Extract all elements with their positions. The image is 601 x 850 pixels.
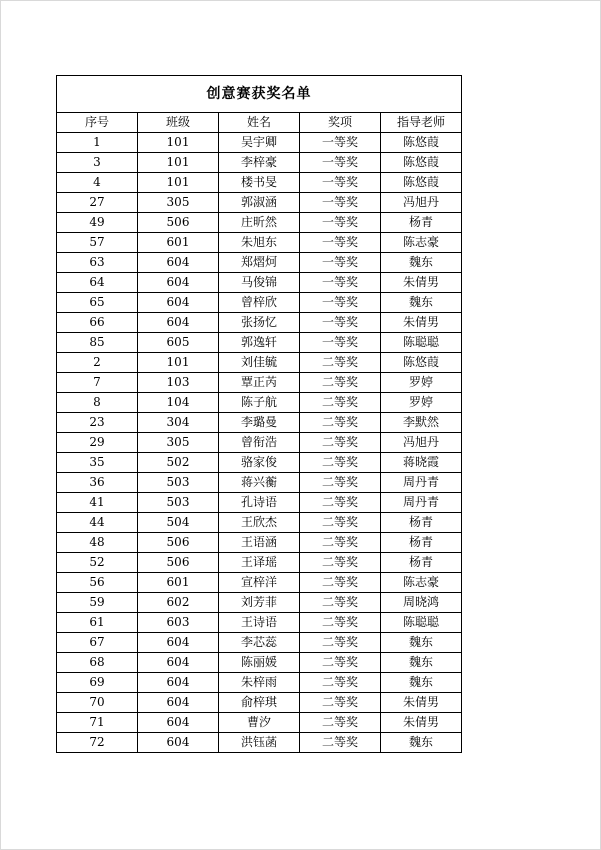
- cell-serial: 2: [57, 353, 138, 373]
- cell-award: 二等奖: [300, 593, 381, 613]
- cell-serial: 35: [57, 453, 138, 473]
- cell-teacher: 周晓鸿: [381, 593, 462, 613]
- header-cell-award: 奖项: [300, 113, 381, 133]
- cell-name: 张扬忆: [219, 313, 300, 333]
- cell-award: 二等奖: [300, 693, 381, 713]
- table-row: [57, 553, 462, 573]
- title-row: [57, 76, 462, 113]
- cell-award: 一等奖: [300, 273, 381, 293]
- cell-teacher: 罗婷: [381, 393, 462, 413]
- cell-name: 曹汐: [219, 713, 300, 733]
- cell-teacher: 陈聪聪: [381, 333, 462, 353]
- cell-serial: 8: [57, 393, 138, 413]
- table-row: [57, 613, 462, 633]
- table-row: [57, 153, 462, 173]
- cell-award: 二等奖: [300, 353, 381, 373]
- cell-class: 604: [138, 313, 219, 333]
- cell-class: 101: [138, 133, 219, 153]
- cell-class: 503: [138, 493, 219, 513]
- cell-name: 郭逸轩: [219, 333, 300, 353]
- cell-teacher: 魏东: [381, 293, 462, 313]
- award-table: [56, 75, 462, 753]
- cell-serial: 63: [57, 253, 138, 273]
- cell-award: 二等奖: [300, 613, 381, 633]
- table-row: [57, 373, 462, 393]
- table-row: [57, 293, 462, 313]
- cell-serial: 57: [57, 233, 138, 253]
- cell-serial: 48: [57, 533, 138, 553]
- cell-teacher: 陈聪聪: [381, 613, 462, 633]
- cell-serial: 44: [57, 513, 138, 533]
- cell-name: 洪钰菡: [219, 733, 300, 753]
- cell-serial: 68: [57, 653, 138, 673]
- table-row: [57, 133, 462, 153]
- cell-name: 马俊锦: [219, 273, 300, 293]
- cell-class: 604: [138, 293, 219, 313]
- table-row: [57, 593, 462, 613]
- table-row: [57, 333, 462, 353]
- cell-teacher: 陈悠葭: [381, 153, 462, 173]
- table-row: [57, 193, 462, 213]
- header-cell-serial: 序号: [57, 113, 138, 133]
- cell-teacher: 冯旭丹: [381, 433, 462, 453]
- cell-class: 604: [138, 633, 219, 653]
- cell-teacher: 周丹青: [381, 493, 462, 513]
- table-body: [57, 133, 462, 753]
- table-row: [57, 473, 462, 493]
- cell-class: 604: [138, 713, 219, 733]
- cell-award: 一等奖: [300, 193, 381, 213]
- cell-class: 305: [138, 193, 219, 213]
- award-list-sheet: [56, 75, 461, 753]
- cell-teacher: 冯旭丹: [381, 193, 462, 213]
- cell-award: 二等奖: [300, 553, 381, 573]
- cell-serial: 71: [57, 713, 138, 733]
- cell-award: 二等奖: [300, 673, 381, 693]
- cell-name: 王欣杰: [219, 513, 300, 533]
- cell-award: 二等奖: [300, 413, 381, 433]
- cell-award: 一等奖: [300, 333, 381, 353]
- cell-teacher: 杨青: [381, 513, 462, 533]
- table-row: [57, 513, 462, 533]
- cell-name: 刘佳毓: [219, 353, 300, 373]
- cell-name: 庄昕然: [219, 213, 300, 233]
- cell-name: 郑熠炣: [219, 253, 300, 273]
- cell-name: 陈丽媛: [219, 653, 300, 673]
- cell-class: 506: [138, 533, 219, 553]
- cell-teacher: 陈志豪: [381, 233, 462, 253]
- cell-teacher: 魏东: [381, 633, 462, 653]
- cell-award: 二等奖: [300, 433, 381, 453]
- cell-serial: 1: [57, 133, 138, 153]
- cell-name: 王语涵: [219, 533, 300, 553]
- cell-class: 601: [138, 233, 219, 253]
- cell-teacher: 魏东: [381, 253, 462, 273]
- cell-teacher: 陈悠葭: [381, 353, 462, 373]
- table-row: [57, 633, 462, 653]
- cell-name: 王译瑶: [219, 553, 300, 573]
- cell-class: 304: [138, 413, 219, 433]
- cell-serial: 7: [57, 373, 138, 393]
- cell-name: 刘芳菲: [219, 593, 300, 613]
- cell-award: 二等奖: [300, 713, 381, 733]
- cell-serial: 3: [57, 153, 138, 173]
- table-row: [57, 353, 462, 373]
- cell-teacher: 杨青: [381, 553, 462, 573]
- cell-serial: 49: [57, 213, 138, 233]
- table-row: [57, 253, 462, 273]
- cell-serial: 23: [57, 413, 138, 433]
- cell-name: 覃正芮: [219, 373, 300, 393]
- cell-teacher: 陈悠葭: [381, 133, 462, 153]
- cell-award: 二等奖: [300, 473, 381, 493]
- cell-teacher: 杨青: [381, 213, 462, 233]
- cell-serial: 4: [57, 173, 138, 193]
- cell-name: 宣梓洋: [219, 573, 300, 593]
- table-row: [57, 413, 462, 433]
- cell-class: 101: [138, 153, 219, 173]
- cell-teacher: 朱倩男: [381, 273, 462, 293]
- cell-teacher: 蒋晓霞: [381, 453, 462, 473]
- table-row: [57, 693, 462, 713]
- cell-award: 一等奖: [300, 133, 381, 153]
- cell-teacher: 周丹青: [381, 473, 462, 493]
- cell-name: 王诗语: [219, 613, 300, 633]
- cell-class: 602: [138, 593, 219, 613]
- cell-teacher: 李默然: [381, 413, 462, 433]
- cell-class: 604: [138, 733, 219, 753]
- header-cell-teacher: 指导老师: [381, 113, 462, 133]
- cell-teacher: 朱倩男: [381, 713, 462, 733]
- cell-teacher: 朱倩男: [381, 313, 462, 333]
- cell-award: 二等奖: [300, 633, 381, 653]
- cell-class: 101: [138, 173, 219, 193]
- cell-class: 305: [138, 433, 219, 453]
- cell-award: 一等奖: [300, 173, 381, 193]
- cell-teacher: 杨青: [381, 533, 462, 553]
- cell-name: 骆家俊: [219, 453, 300, 473]
- cell-serial: 85: [57, 333, 138, 353]
- cell-class: 506: [138, 213, 219, 233]
- table-row: [57, 313, 462, 333]
- cell-class: 503: [138, 473, 219, 493]
- cell-name: 李芯蕊: [219, 633, 300, 653]
- cell-class: 506: [138, 553, 219, 573]
- cell-serial: 52: [57, 553, 138, 573]
- cell-serial: 59: [57, 593, 138, 613]
- cell-serial: 69: [57, 673, 138, 693]
- cell-award: 二等奖: [300, 493, 381, 513]
- cell-serial: 65: [57, 293, 138, 313]
- cell-award: 一等奖: [300, 213, 381, 233]
- cell-class: 604: [138, 653, 219, 673]
- cell-serial: 36: [57, 473, 138, 493]
- cell-award: 二等奖: [300, 733, 381, 753]
- header-cell-name: 姓名: [219, 113, 300, 133]
- cell-name: 曾梓欣: [219, 293, 300, 313]
- cell-serial: 70: [57, 693, 138, 713]
- table-row: [57, 173, 462, 193]
- cell-award: 二等奖: [300, 373, 381, 393]
- cell-class: 605: [138, 333, 219, 353]
- cell-name: 楼书旻: [219, 173, 300, 193]
- table-row: [57, 453, 462, 473]
- cell-serial: 64: [57, 273, 138, 293]
- cell-serial: 41: [57, 493, 138, 513]
- table-row: [57, 673, 462, 693]
- table-row: [57, 733, 462, 753]
- cell-teacher: 魏东: [381, 653, 462, 673]
- cell-name: 陈子航: [219, 393, 300, 413]
- table-row: [57, 273, 462, 293]
- cell-serial: 61: [57, 613, 138, 633]
- table-row: [57, 213, 462, 233]
- cell-class: 101: [138, 353, 219, 373]
- table-row: [57, 653, 462, 673]
- cell-name: 蒋兴蘅: [219, 473, 300, 493]
- cell-name: 俞梓琪: [219, 693, 300, 713]
- table-row: [57, 233, 462, 253]
- cell-serial: 56: [57, 573, 138, 593]
- cell-name: 朱梓雨: [219, 673, 300, 693]
- cell-teacher: 魏东: [381, 733, 462, 753]
- cell-award: 一等奖: [300, 153, 381, 173]
- cell-teacher: 朱倩男: [381, 693, 462, 713]
- cell-teacher: 陈悠葭: [381, 173, 462, 193]
- cell-name: 孔诗语: [219, 493, 300, 513]
- table-row: [57, 493, 462, 513]
- cell-name: 吴宇卿: [219, 133, 300, 153]
- cell-serial: 67: [57, 633, 138, 653]
- cell-class: 103: [138, 373, 219, 393]
- cell-name: 曾衔浩: [219, 433, 300, 453]
- cell-name: 朱旭东: [219, 233, 300, 253]
- header-cell-class: 班级: [138, 113, 219, 133]
- cell-award: 一等奖: [300, 233, 381, 253]
- cell-award: 一等奖: [300, 313, 381, 333]
- cell-teacher: 陈志豪: [381, 573, 462, 593]
- cell-award: 一等奖: [300, 293, 381, 313]
- cell-class: 604: [138, 273, 219, 293]
- cell-award: 二等奖: [300, 653, 381, 673]
- cell-serial: 72: [57, 733, 138, 753]
- table-row: [57, 433, 462, 453]
- cell-award: 一等奖: [300, 253, 381, 273]
- cell-class: 502: [138, 453, 219, 473]
- cell-serial: 29: [57, 433, 138, 453]
- cell-award: 二等奖: [300, 573, 381, 593]
- cell-award: 二等奖: [300, 453, 381, 473]
- table-row: [57, 393, 462, 413]
- header-row: [57, 113, 462, 133]
- cell-award: 二等奖: [300, 393, 381, 413]
- table-row: [57, 713, 462, 733]
- cell-class: 504: [138, 513, 219, 533]
- cell-teacher: 魏东: [381, 673, 462, 693]
- table-title: 创意赛获奖名单: [57, 76, 462, 113]
- cell-class: 604: [138, 673, 219, 693]
- cell-class: 604: [138, 253, 219, 273]
- cell-class: 601: [138, 573, 219, 593]
- cell-class: 104: [138, 393, 219, 413]
- cell-serial: 66: [57, 313, 138, 333]
- cell-name: 李梓豪: [219, 153, 300, 173]
- table-row: [57, 533, 462, 553]
- cell-name: 李璐曼: [219, 413, 300, 433]
- cell-class: 604: [138, 693, 219, 713]
- cell-class: 603: [138, 613, 219, 633]
- cell-teacher: 罗婷: [381, 373, 462, 393]
- cell-award: 二等奖: [300, 513, 381, 533]
- table-row: [57, 573, 462, 593]
- cell-serial: 27: [57, 193, 138, 213]
- cell-award: 二等奖: [300, 533, 381, 553]
- cell-name: 郭淑涵: [219, 193, 300, 213]
